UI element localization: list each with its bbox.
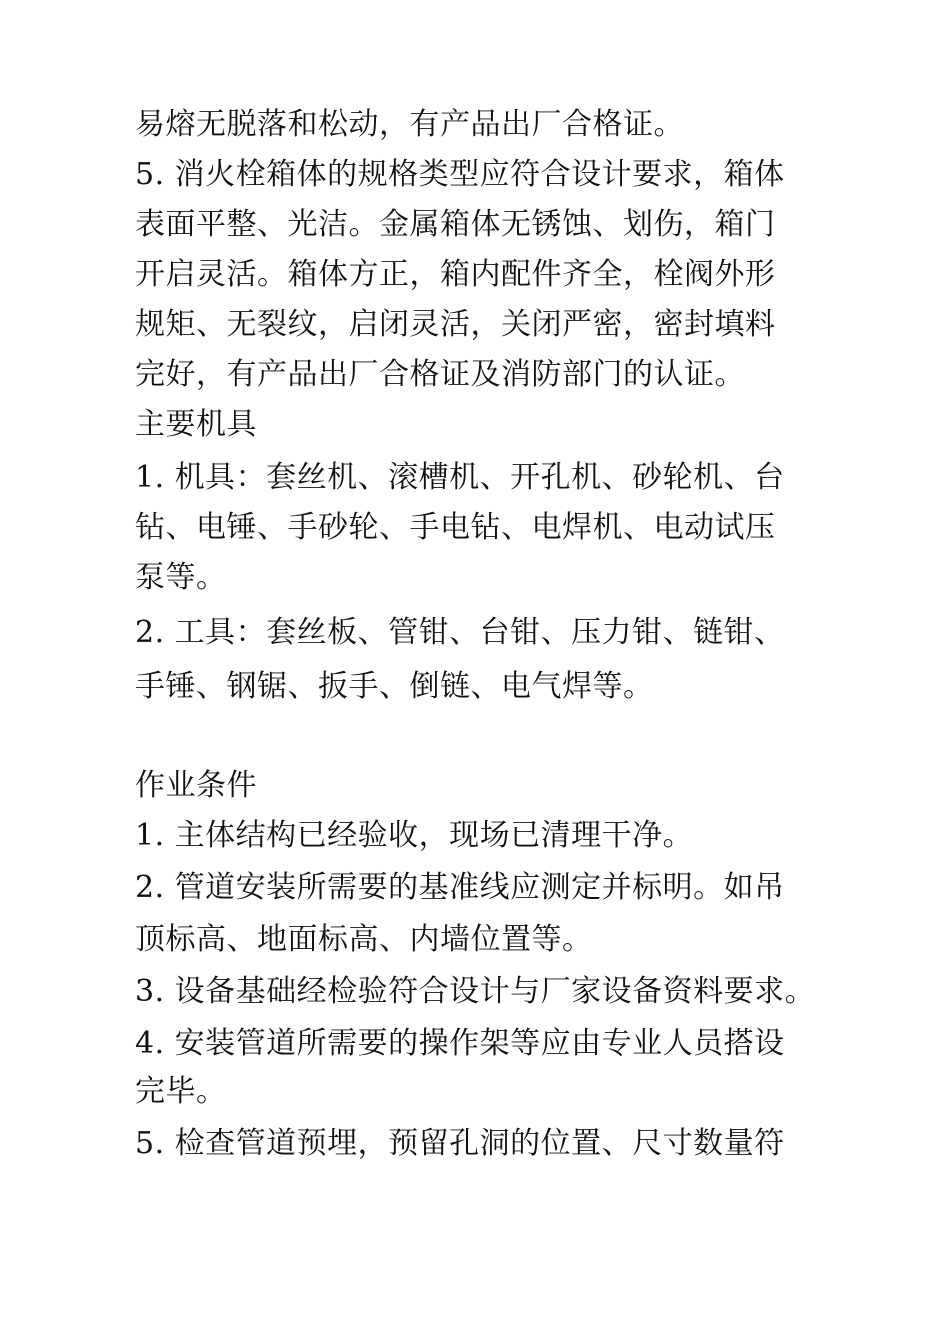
text-line: 规矩、无裂纹，启闭灵活，关闭严密，密封填料 xyxy=(135,307,776,342)
text-line: 5. 消火栓箱体的规格类型应符合设计要求，箱体 xyxy=(135,157,785,192)
text-line: 泵等。 xyxy=(135,560,227,595)
text-line: 完好，有产品出厂合格证及消防部门的认证。 xyxy=(135,357,745,392)
text-line: 5. 检查管道预埋，预留孔洞的位置、尺寸数量符 xyxy=(135,1126,785,1161)
section-heading-conditions: 作业条件 xyxy=(135,768,257,803)
section-heading-equipment: 主要机具 xyxy=(135,407,257,442)
text-line: 3. 设备基础经检验符合设计与厂家设备资料要求。 xyxy=(135,974,816,1009)
text-line: 顶标高、地面标高、内墙位置等。 xyxy=(135,922,593,957)
text-line: 完毕。 xyxy=(135,1074,227,1109)
text-line: 4. 安装管道所需要的操作架等应由专业人员搭设 xyxy=(135,1026,785,1061)
text-line: 钻、电锤、手砂轮、手电钻、电焊机、电动试压 xyxy=(135,510,776,545)
text-line: 2. 管道安装所需要的基准线应测定并标明。如吊 xyxy=(135,870,785,905)
text-line: 手锤、钢锯、扳手、倒链、电气焊等。 xyxy=(135,669,654,704)
text-line: 开启灵活。箱体方正，箱内配件齐全，栓阀外形 xyxy=(135,257,776,292)
text-line: 2. 工具：套丝板、管钳、台钳、压力钳、链钳、 xyxy=(135,615,785,650)
text-line: 1. 主体结构已经验收，现场已清理干净。 xyxy=(135,818,694,853)
text-line: 表面平整、光洁。金属箱体无锈蚀、划伤，箱门 xyxy=(135,207,776,242)
text-line: 易熔无脱落和松动，有产品出厂合格证。 xyxy=(135,107,684,142)
text-line: 1. 机具：套丝机、滚槽机、开孔机、砂轮机、台 xyxy=(135,460,785,495)
